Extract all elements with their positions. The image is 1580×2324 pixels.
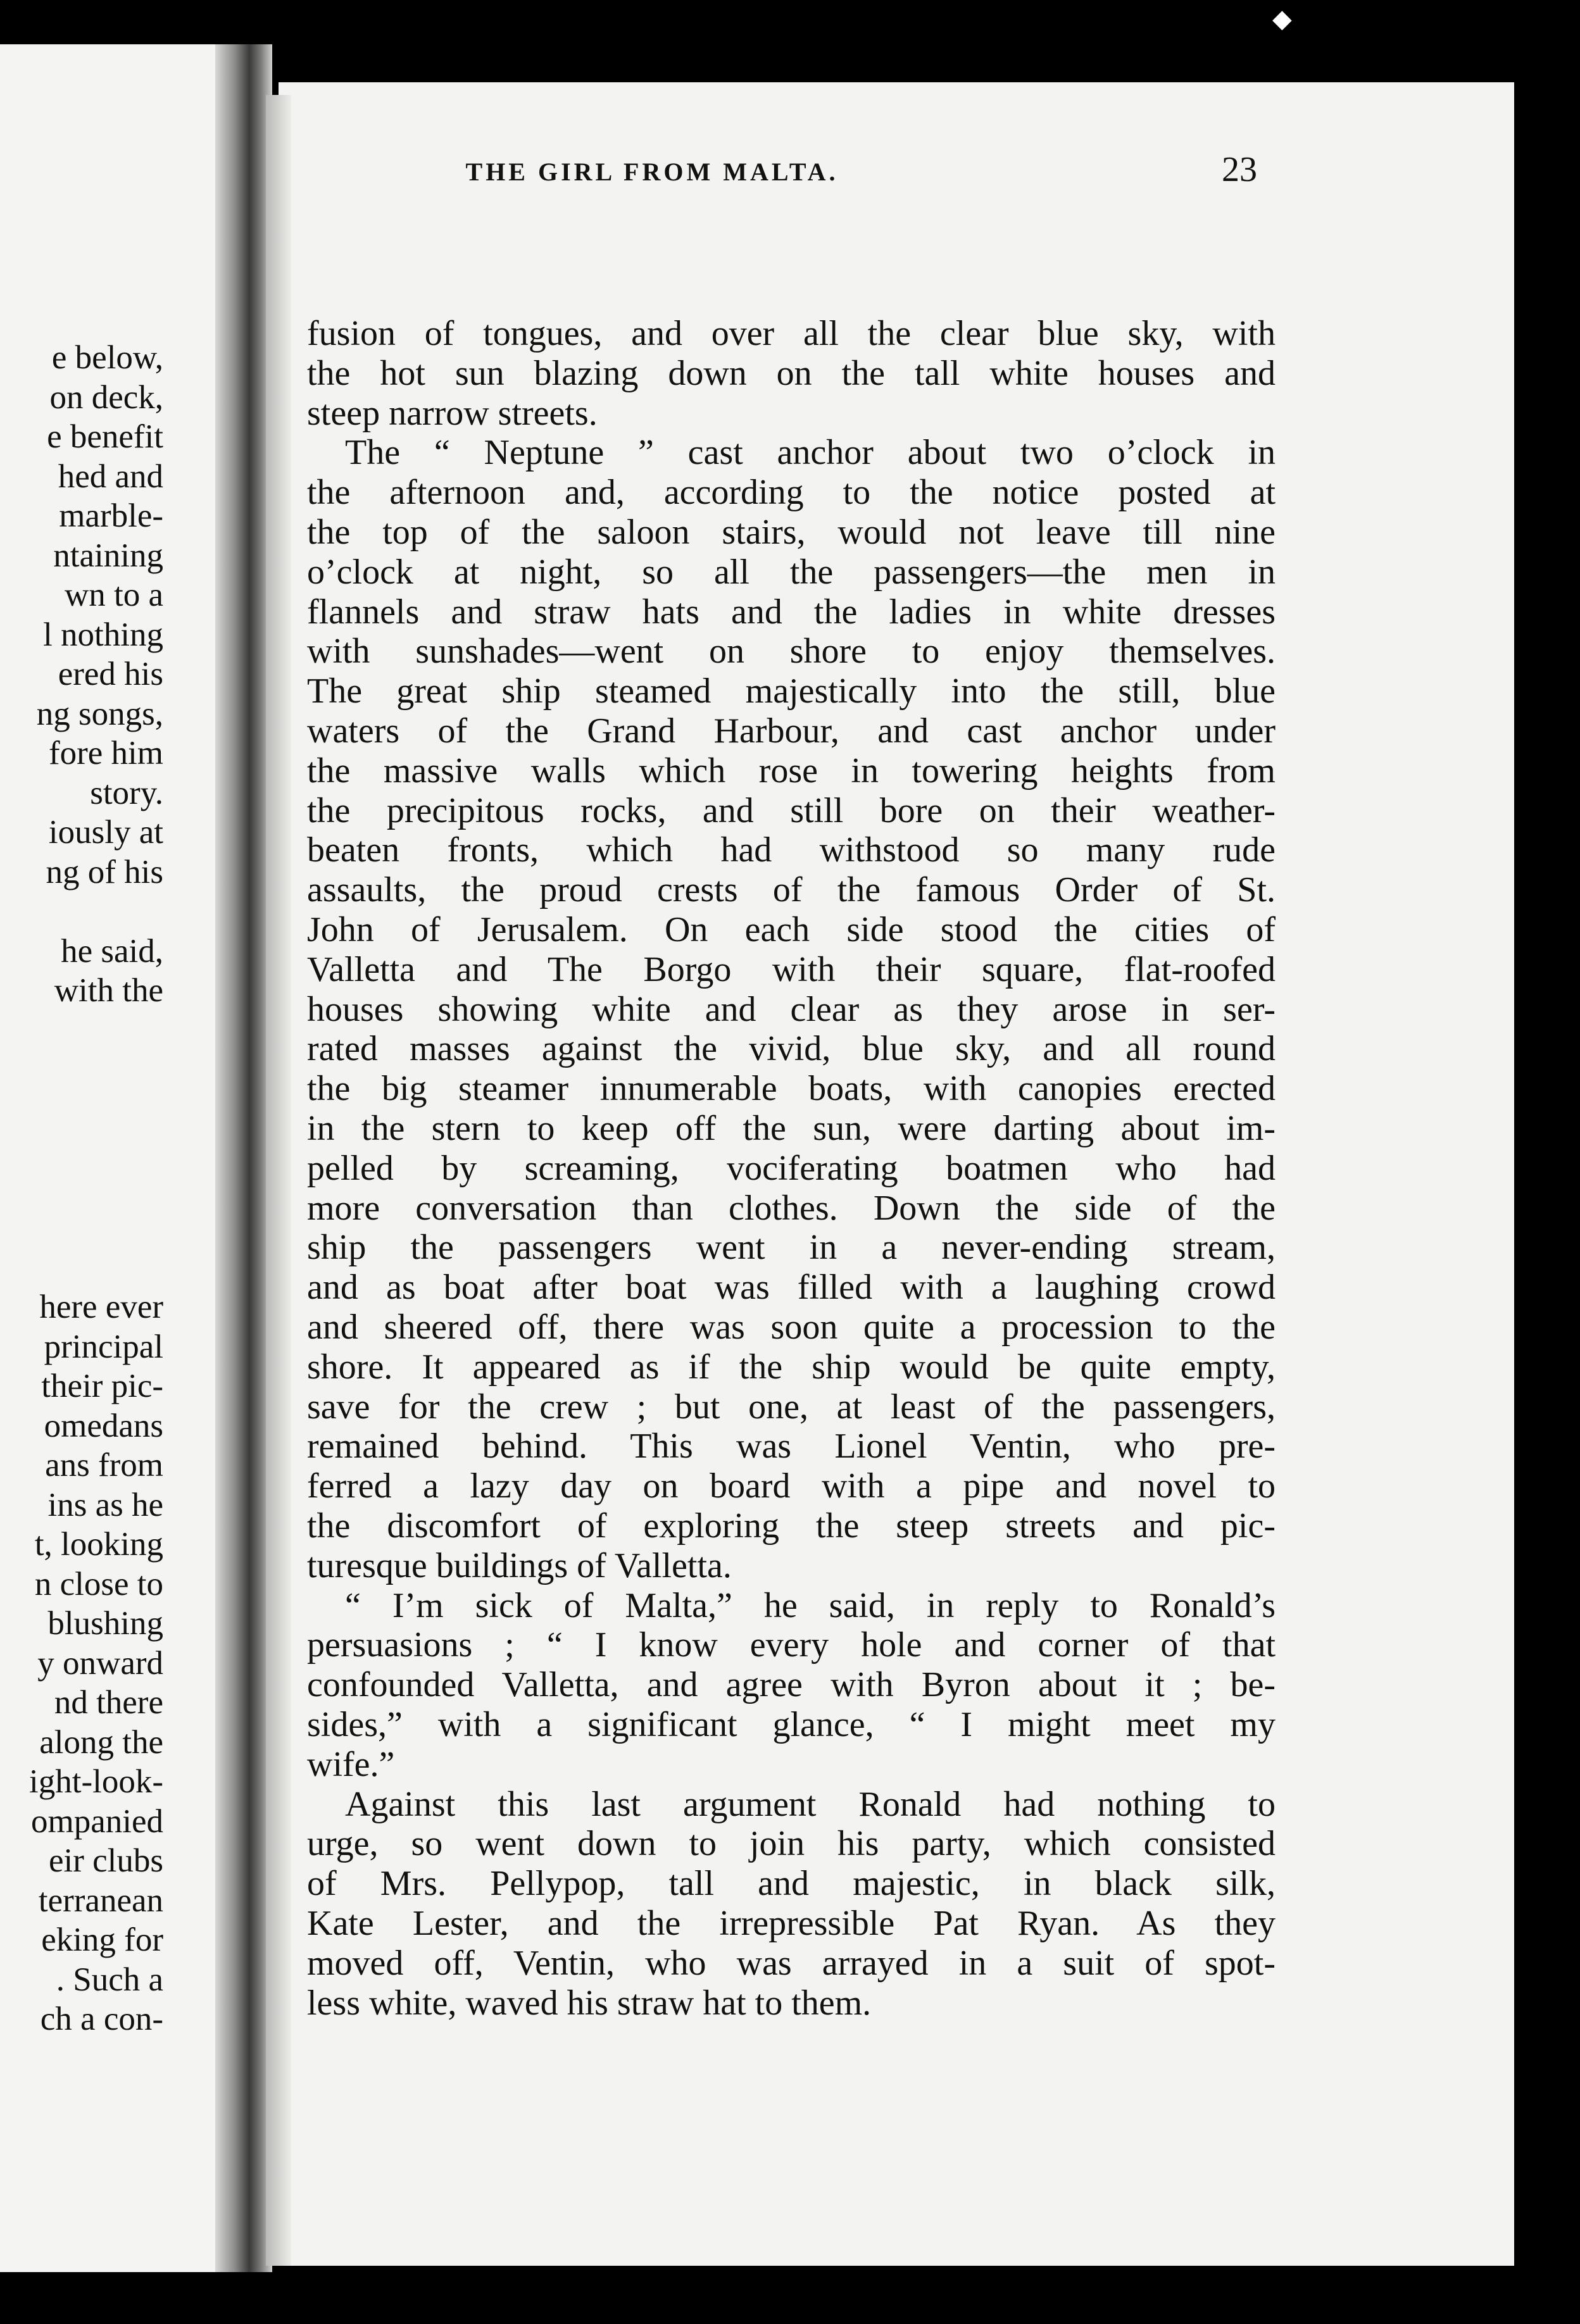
text-line: of Mrs. Pellypop, tall and majestic, in black silk, [307, 1864, 1276, 1904]
text-line: The great ship steamed majestically into the still, blue [307, 672, 1276, 711]
text-line: save for the crew ; but one, at least of the passengers, [307, 1387, 1276, 1427]
previous-page-line: story. [90, 774, 163, 811]
text-line: remained behind. This was Lionel Ventin, who pre- [307, 1427, 1276, 1466]
previous-page-line: fore him [48, 735, 163, 772]
text-line: John of Jerusalem. On each side stood the cities of [307, 910, 1276, 949]
text-line: o’clock at night, so all the passengers—the men in [307, 552, 1276, 592]
text-line: more conversation than clothes. Down the side of the [307, 1188, 1276, 1228]
previous-page-line: principal [44, 1328, 163, 1365]
previous-page-line: here ever [39, 1289, 163, 1325]
text-line: fusion of tongues, and over all the clear blue sky, with [307, 314, 1276, 353]
previous-page-line: ans from [45, 1447, 163, 1484]
previous-page-line: iously at [48, 814, 163, 851]
previous-page-line: n close to [34, 1565, 163, 1602]
text-line: moved off, Ventin, who was arrayed in a suit of spot- [307, 1943, 1276, 1983]
text-line: less white, waved his straw hat to them. [307, 1983, 872, 2023]
previous-page-line: l nothing [43, 616, 163, 653]
page-shadow [266, 95, 291, 2266]
previous-page-line: ntaining [53, 537, 163, 574]
text-line: the hot sun blazing down on the tall white houses and [307, 353, 1276, 393]
text-line: ferred a lazy day on board with a pipe and novel to [307, 1466, 1276, 1506]
page-number: 23 [1222, 150, 1257, 189]
text-line: waters of the Grand Harbour, and cast anchor under [307, 711, 1276, 751]
previous-page-line: their pic- [41, 1368, 163, 1404]
text-line: Against this last argument Ronald had nothing to [345, 1784, 1276, 1824]
text-line: The “ Neptune ” cast anchor about two o’clock in [345, 433, 1276, 473]
previous-page-line: eking for [41, 1921, 163, 1958]
previous-page-line: with the [54, 972, 163, 1009]
previous-page-line: ered his [58, 656, 163, 692]
text-line: beaten fronts, which had withstood so many rude [307, 830, 1276, 870]
previous-page-line: y onward [37, 1644, 163, 1682]
text-line: rated masses against the vivid, blue sky, and all round [307, 1029, 1276, 1069]
previous-page-line: omedans [44, 1407, 163, 1444]
previous-page-line: ng songs, [36, 695, 163, 732]
text-line: the massive walls which rose in towering heights from [307, 751, 1276, 790]
previous-page-line: . Such a [56, 1961, 163, 1998]
previous-page-line: marble- [59, 497, 163, 534]
text-line: the big steamer innumerable boats, with canopies erected [307, 1069, 1276, 1109]
previous-page-line: along the [39, 1723, 163, 1761]
previous-page-line: e benefit [47, 418, 163, 455]
previous-page-line: ng of his [46, 853, 163, 890]
running-head: THE GIRL FROM MALTA. [465, 158, 839, 186]
previous-page-line: blushing [47, 1605, 163, 1642]
previous-page-line: eir clubs [48, 1842, 163, 1879]
text-line: “ I’m sick of Malta,” he said, in reply to Ronald’s [345, 1585, 1276, 1625]
text-line: wife.” [307, 1744, 395, 1784]
text-line: sides,” with a significant glance, “ I might meet my [307, 1705, 1276, 1744]
previous-page-line: nd there [54, 1684, 163, 1721]
scan-speck: ◆ [1272, 4, 1292, 33]
previous-page-line: e below, [51, 339, 163, 376]
previous-page-line: on deck, [49, 378, 163, 416]
text-line: urge, so went down to join his party, which consisted [307, 1824, 1276, 1864]
text-line: and sheered off, there was soon quite a procession to the [307, 1308, 1276, 1347]
text-line: Valletta and The Borgo with their square, flat-roofed [307, 949, 1276, 989]
text-line: houses showing white and clear as they arose in ser- [307, 989, 1276, 1029]
text-line: in the stern to keep off the sun, were darting about im- [307, 1109, 1276, 1148]
text-line: assaults, the proud crests of the famous Order of St. [307, 870, 1276, 910]
previous-page-line: hed and [58, 458, 163, 495]
text-line: the precipitous rocks, and still bore on their weather- [307, 790, 1276, 830]
text-line: pelled by screaming, vociferating boatmen who had [307, 1148, 1276, 1188]
previous-page-line: ch a con- [40, 2001, 163, 2037]
text-line: Kate Lester, and the irrepressible Pat Ryan. As they [307, 1904, 1276, 1943]
text-line: the discomfort of exploring the steep streets and pic- [307, 1506, 1276, 1546]
text-line: persuasions ; “ I know every hole and corner of that [307, 1625, 1276, 1665]
text-line: shore. It appeared as if the ship would be quite empty, [307, 1347, 1276, 1387]
previous-page-line: ight-look- [29, 1763, 163, 1800]
previous-page-line: wn to a [64, 577, 163, 613]
previous-page-line: terranean [38, 1882, 163, 1919]
text-line: flannels and straw hats and the ladies in white dresses [307, 592, 1276, 632]
previous-page-line: ompanied [31, 1802, 163, 1840]
previous-page-line: t, looking [34, 1526, 163, 1563]
book-gutter [215, 44, 272, 2272]
text-line: turesque buildings of Valletta. [307, 1546, 732, 1585]
text-line: confounded Valletta, and agree with Byron about it ; be- [307, 1665, 1276, 1705]
text-line: and as boat after boat was filled with a laughing crowd [307, 1268, 1276, 1308]
text-line: with sunshades—went on shore to enjoy themselves. [307, 632, 1276, 672]
text-line: ship the passengers went in a never-ending stream, [307, 1228, 1276, 1268]
previous-page-line: he said, [61, 932, 163, 970]
text-line: the afternoon and, according to the notice posted at [307, 473, 1276, 513]
text-line: the top of the saloon stairs, would not leave till nine [307, 513, 1276, 552]
previous-page-line: ins as he [47, 1486, 163, 1523]
text-line: steep narrow streets. [307, 393, 598, 433]
